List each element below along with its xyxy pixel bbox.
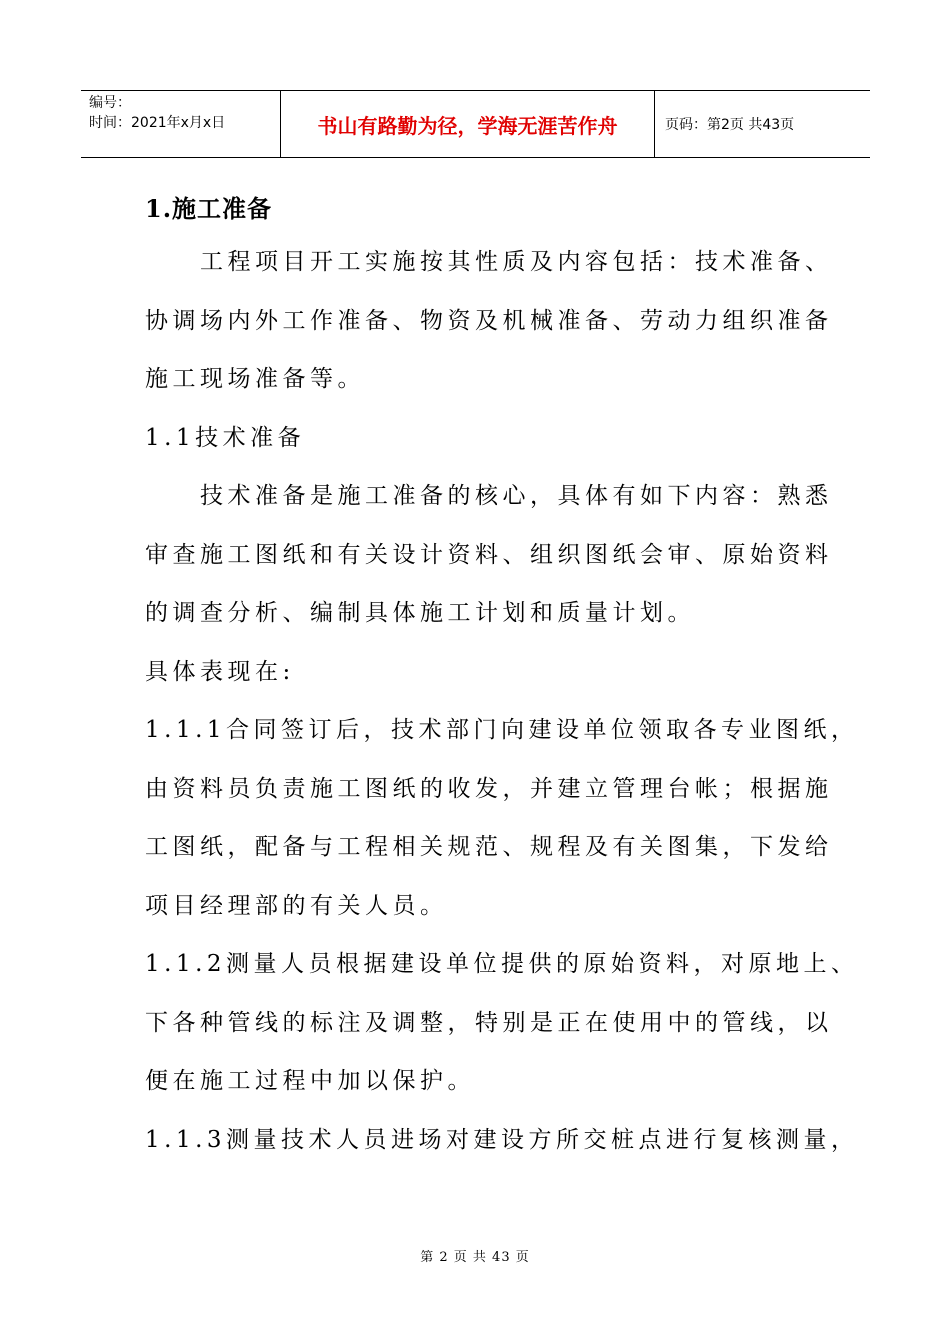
motto-text: 书山有路勤为径，学海无涯苦作舟 (317, 113, 618, 138)
document-body (145, 185, 859, 1169)
header-meta (81, 91, 281, 157)
paragraph-line: 便在施工过程中加以保护。 (145, 1068, 475, 1094)
paragraph-line: 1.1.2测量人员根据建设单位提供的原始资料，对原地上、 (145, 951, 859, 977)
page-footer (0, 1246, 950, 1265)
paragraph-line: 1.1.3测量技术人员进场对建设方所交桩点进行复核测量， (145, 1126, 859, 1153)
paragraph-line: 由资料员负责施工图纸的收发，并建立管理台帐；根据施 (145, 775, 833, 802)
paragraph-line: 的调查分析、编制具体施工计划和质量计划。 (145, 600, 695, 626)
document-time: 时间：2021年x月x日 (89, 115, 226, 131)
paragraph-line: 下各种管线的标注及调整，特别是正在使用中的管线，以 (145, 1009, 833, 1036)
document-number-label: 编号： (89, 95, 131, 111)
paragraph-line: 施工现场准备等。 (145, 366, 365, 392)
subsection-heading: 1.1技术准备 (145, 424, 306, 451)
paragraph-line: 技术准备是施工准备的核心，具体有如下内容：熟悉 (200, 483, 833, 509)
header-motto (281, 91, 655, 157)
document-header (81, 90, 870, 158)
paragraph-line: 项目经理部的有关人员。 (145, 892, 448, 919)
paragraph-line: 1.1.1合同签订后，技术部门向建设单位领取各专业图纸， (145, 717, 859, 743)
header-page-info (655, 91, 870, 157)
paragraph-line: 协调场内外工作准备、物资及机械准备、劳动力组织准备 (145, 307, 833, 334)
paragraph-line: 审查施工图纸和有关设计资料、组织图纸会审、原始资料 (145, 541, 833, 568)
paragraph-line: 工图纸，配备与工程相关规范、规程及有关图集，下发给 (145, 834, 833, 860)
paragraph-line: 具体表现在: (145, 658, 295, 685)
paragraph-line: 工程项目开工实施按其性质及内容包括：技术准备、 (200, 249, 833, 275)
section-heading: 1.施工准备 (145, 194, 273, 223)
page-info-text: 页码：第2页 共43页 (665, 117, 795, 133)
footer-page-number: 第 2 页 共 43 页 (420, 1250, 530, 1265)
